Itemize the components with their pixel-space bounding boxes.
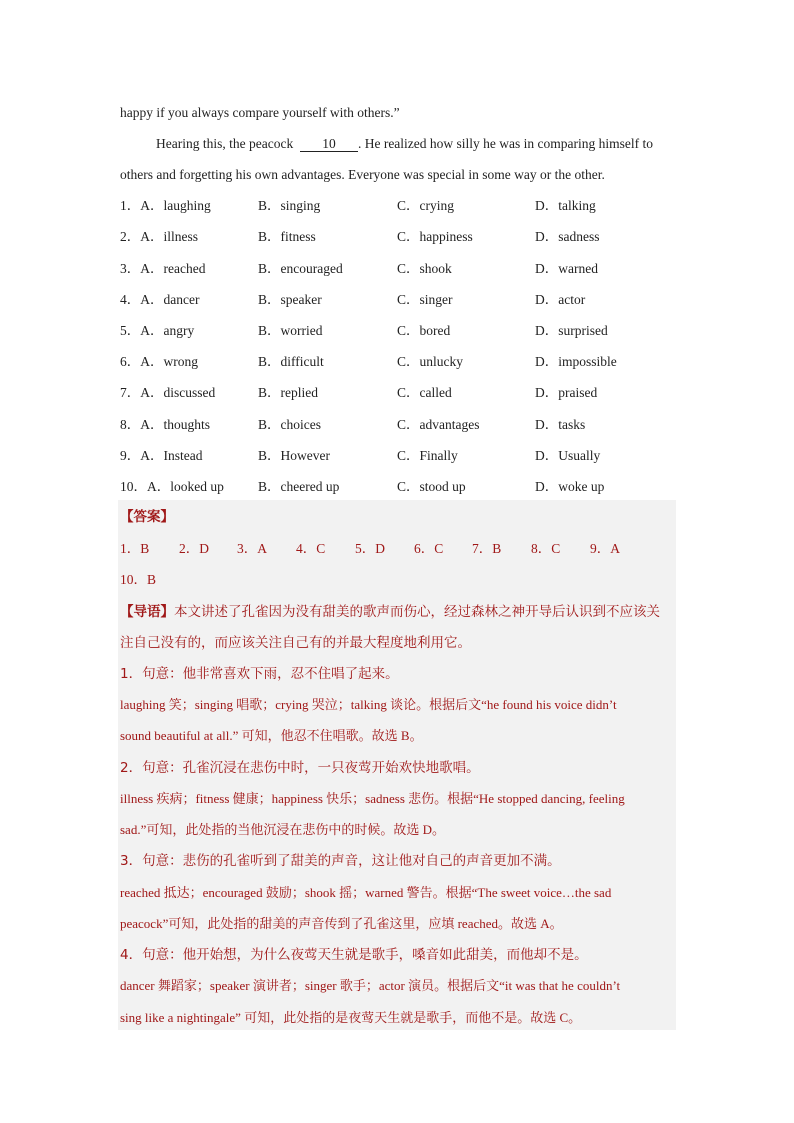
guide-line-1 [120,603,660,621]
option-b: B．fitness [258,229,316,244]
answer-item: 8．C [531,541,561,556]
option-a: 5．A．angry [120,323,195,338]
answer-item: 2．D [179,541,209,556]
option-b: B．However [258,448,330,463]
option-a: 2．A．illness [120,229,199,244]
option-b: B．worried [258,323,323,338]
passage-line-2-after: . He realized how silly he was in comparing himself to [357,136,654,151]
option-c: C．stood up [397,479,466,494]
passage-line-1: happy if you always compare yourself with others.” [120,105,400,120]
option-d: D．Usually [535,448,601,463]
option-b: B．choices [258,417,321,432]
option-a: 1．A．laughing [120,198,211,213]
option-d: D．surprised [535,323,608,338]
option-d: D．warned [535,261,598,276]
question-row [120,478,680,496]
option-d: D．sadness [535,229,600,244]
item-4-meaning: 4．句意：他开始想，为什么夜莺天生就是歌手，嗓音如此甜美，而他却不是。 [120,947,588,963]
item-3-line-1: reached 抵达；encouraged 鼓励；shook 摇；warned 警告。根据“The sweet voice…the sad [120,885,612,900]
question-row [120,197,680,215]
option-b: B．singing [258,198,321,213]
option-c: C．unlucky [397,354,463,369]
question-row [120,353,680,371]
question-row [120,260,680,278]
option-c: C．shook [397,261,452,276]
answer-item: 4．C [296,541,326,556]
answer-item: 9．A [590,541,620,556]
question-row [120,228,680,246]
item-2-line-1: illness 疾病；fitness 健康；happiness 快乐；sadness 悲伤。根据“He stopped dancing, feeling [120,791,625,806]
item-1-line-2: sound beautiful at all.” 可知，他忍不住唱歌。故选 B。 [120,728,423,743]
option-a: 10．A．looked up [120,479,224,494]
item-4-line-1: dancer 舞蹈家；speaker 演讲者；singer 歌手；actor 演员。根据后文“it was that he couldn’t [120,978,621,993]
option-a: 9．A．Instead [120,448,203,463]
guide-line-2: 注自己没有的，而应该关注自己有的并最大程度地利用它。 [120,635,471,651]
option-b: B．replied [258,385,318,400]
question-row [120,447,680,465]
item-3-line-2: peacock”可知，此处指的甜美的声音传到了孔雀这里，应填 reached。故选 A。 [120,916,563,931]
passage-line-3: others and forgetting his own advantages. Everyone was special in some way or the other. [120,167,605,182]
option-a: 7．A．discussed [120,385,216,400]
passage-line-2-before: Hearing this, the peacock [156,136,294,151]
item-1-line-1: laughing 笑；singing 唱歌；crying 哭泣；talking 谈论。根据后文“he found his voice didn’t [120,697,617,712]
option-d: D．actor [535,292,586,307]
passage-line-2 [156,135,653,153]
option-b: B．cheered up [258,479,340,494]
option-a: 6．A．wrong [120,354,198,369]
item-4-line-2: sing like a nightingale” 可知，此处指的是夜莺天生就是歌手，而他不是。故选 C。 [120,1010,582,1025]
guide-text-1: 本文讲述了孔雀因为没有甜美的歌声而伤心，经过森林之神开导后认识到不应该关 [174,604,660,620]
answer-item: 1．B [120,541,150,556]
answer-item: 7．B [472,541,502,556]
option-d: D．praised [535,385,598,400]
option-c: C．called [397,385,452,400]
question-row [120,322,680,340]
option-c: C．singer [397,292,453,307]
answer-key-row-2: 10．B [120,572,157,587]
option-b: B．encouraged [258,261,343,276]
question-row [120,291,680,309]
answer-item: 6．C [414,541,444,556]
answer-key-row [120,540,640,558]
option-c: C．advantages [397,417,480,432]
blank-10: 10 [300,137,358,152]
answer-heading: 【答案】 [120,509,174,525]
item-3-meaning: 3．句意：悲伤的孔雀听到了甜美的声音，这让他对自己的声音更加不满。 [120,853,561,869]
option-c: C．Finally [397,448,458,463]
option-b: B．speaker [258,292,322,307]
option-d: D．impossible [535,354,617,369]
option-d: D．woke up [535,479,605,494]
option-d: D．talking [535,198,596,213]
option-a: 3．A．reached [120,261,206,276]
option-b: B．difficult [258,354,324,369]
option-c: C．happiness [397,229,473,244]
item-1-meaning: 1．句意：他非常喜欢下雨，忍不住唱了起来。 [120,666,399,682]
question-row [120,384,680,402]
option-c: C．crying [397,198,454,213]
question-row [120,416,680,434]
option-a: 8．A．thoughts [120,417,211,432]
option-d: D．tasks [535,417,586,432]
item-2-meaning: 2．句意：孔雀沉浸在悲伤中时，一只夜莺开始欢快地歌唱。 [120,760,480,776]
answer-item: 5．D [355,541,385,556]
item-2-line-2: sad.”可知，此处指的当他沉浸在悲伤中的时候。故选 D。 [120,822,445,837]
option-c: C．bored [397,323,451,338]
answer-item: 3．A [237,541,267,556]
option-a: 4．A．dancer [120,292,200,307]
guide-label: 【导语】 [120,604,174,620]
